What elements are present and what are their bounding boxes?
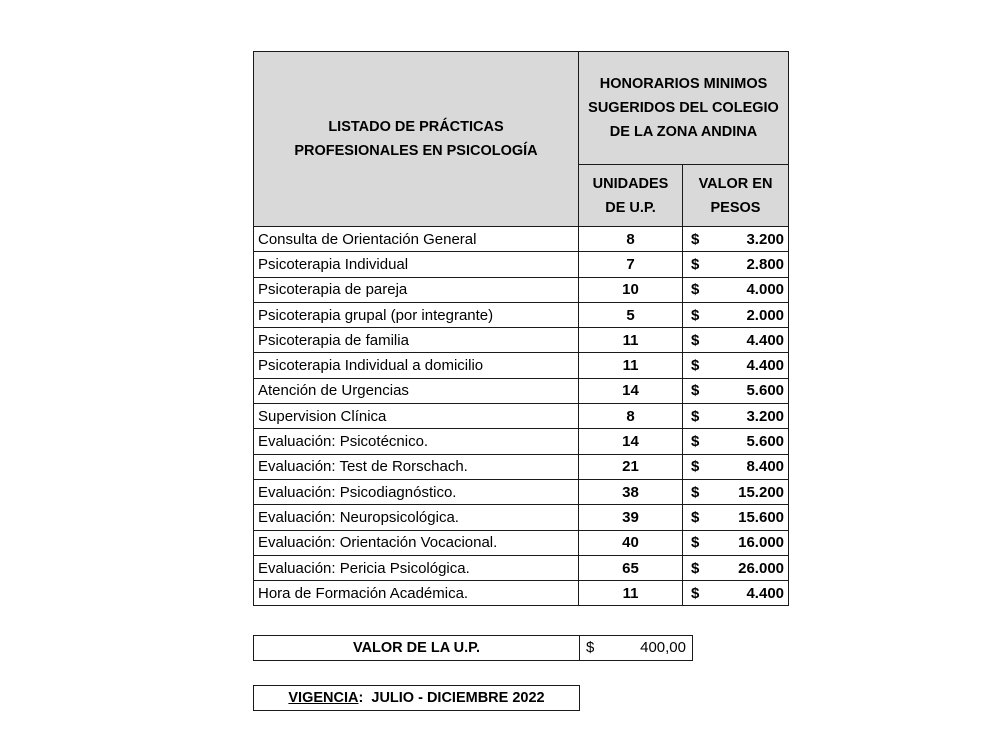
table-row [254,454,789,479]
practice-value [683,252,789,277]
practice-value [683,454,789,479]
practice-amount: 4.400 [746,357,785,375]
practice-value [683,328,789,353]
currency-symbol: $ [691,382,700,400]
currency-symbol: $ [691,407,700,425]
table-row [254,353,789,378]
practice-amount: 8.400 [746,458,785,476]
practice-name: Psicoterapia Individual [254,252,579,277]
practice-amount: 2.800 [746,255,785,273]
practice-value [683,479,789,504]
practice-amount: 15.200 [738,483,785,501]
practice-value [683,227,789,252]
practice-name: Supervision Clínica [254,404,579,429]
practice-units: 10 [579,277,683,302]
practice-name: Psicoterapia grupal (por integrante) [254,302,579,327]
practices-header [254,52,579,227]
currency-symbol: $ [691,357,700,375]
practice-units: 11 [579,328,683,353]
currency-symbol: $ [691,433,700,451]
practice-name: Psicoterapia de pareja [254,277,579,302]
table-row [254,277,789,302]
table-row [254,227,789,252]
table-row [254,555,789,580]
practice-name: Psicoterapia Individual a domicilio [254,353,579,378]
practice-amount: 2.000 [746,306,785,324]
practice-name: Consulta de Orientación General [254,227,579,252]
practice-amount: 26.000 [738,559,785,577]
practice-name: Evaluación: Psicotécnico. [254,429,579,454]
practice-name: Hora de Formación Académica. [254,581,579,606]
vigencia-box [253,685,580,711]
value-column-header [683,165,789,227]
currency-symbol: $ [691,458,700,476]
table-row [254,252,789,277]
practice-value [683,581,789,606]
practice-amount: 5.600 [746,433,785,451]
up-value [580,636,692,660]
currency-symbol: $ [691,255,700,273]
currency-symbol: $ [691,534,700,552]
currency-symbol: $ [691,584,700,602]
practice-amount: 16.000 [738,534,785,552]
value-column-header-text: VALOR EN PESOS [698,175,773,216]
table-row [254,530,789,555]
practice-name: Atención de Urgencias [254,378,579,403]
practice-value [683,530,789,555]
practice-units: 65 [579,555,683,580]
practice-units: 14 [579,429,683,454]
practice-units: 11 [579,353,683,378]
practice-units: 5 [579,302,683,327]
practices-header-text: LISTADO DE PRÁCTICAS PROFESIONALES EN PSICOLOGÍA [294,119,538,159]
practice-name: Evaluación: Pericia Psicológica. [254,555,579,580]
table-row [254,581,789,606]
up-currency-symbol: $ [586,639,595,656]
currency-symbol: $ [691,508,700,526]
practice-name: Evaluación: Psicodiagnóstico. [254,479,579,504]
currency-symbol: $ [691,331,700,349]
practice-units: 39 [579,505,683,530]
practice-units: 38 [579,479,683,504]
table-row [254,505,789,530]
practice-amount: 5.600 [746,382,785,400]
practice-units: 7 [579,252,683,277]
up-value-box [253,635,693,661]
practice-value [683,429,789,454]
units-column-header [579,165,683,227]
currency-symbol: $ [691,306,700,324]
practice-units: 40 [579,530,683,555]
currency-symbol: $ [691,230,700,248]
practice-name: Evaluación: Neuropsicológica. [254,505,579,530]
table-row [254,302,789,327]
table-row [254,404,789,429]
practice-units: 14 [579,378,683,403]
practice-amount: 3.200 [746,230,785,248]
practice-value [683,277,789,302]
fees-table [253,51,789,606]
currency-symbol: $ [691,559,700,577]
practice-value [683,378,789,403]
practice-amount: 4.400 [746,584,785,602]
up-label: VALOR DE LA U.P. [254,636,580,660]
table-row [254,479,789,504]
table-row [254,378,789,403]
practice-value [683,353,789,378]
practice-value [683,404,789,429]
vigencia-label: VIGENCIA [288,690,359,706]
practice-amount: 4.000 [746,281,785,299]
fees-header [579,52,789,165]
practice-amount: 4.400 [746,331,785,349]
currency-symbol: $ [691,483,700,501]
practice-value [683,302,789,327]
table-row [254,328,789,353]
practice-amount: 15.600 [738,508,785,526]
practice-units: 11 [579,581,683,606]
table-row [254,429,789,454]
practice-value [683,505,789,530]
vigencia-sep: : [358,690,364,706]
practice-name: Evaluación: Test de Rorschach. [254,454,579,479]
practice-value [683,555,789,580]
practice-name: Evaluación: Orientación Vocacional. [254,530,579,555]
practice-amount: 3.200 [746,407,785,425]
up-amount: 400,00 [640,639,686,656]
fees-header-text: HONORARIOS MINIMOS SUGERIDOS DEL COLEGIO DE LA ZONA ANDINA [588,76,779,140]
practice-units: 21 [579,454,683,479]
vigencia-value: JULIO - DICIEMBRE 2022 [371,690,545,706]
practice-name: Psicoterapia de familia [254,328,579,353]
units-column-header-text: UNIDADES DE U.P. [592,175,669,216]
practice-units: 8 [579,404,683,429]
currency-symbol: $ [691,281,700,299]
practice-units: 8 [579,227,683,252]
